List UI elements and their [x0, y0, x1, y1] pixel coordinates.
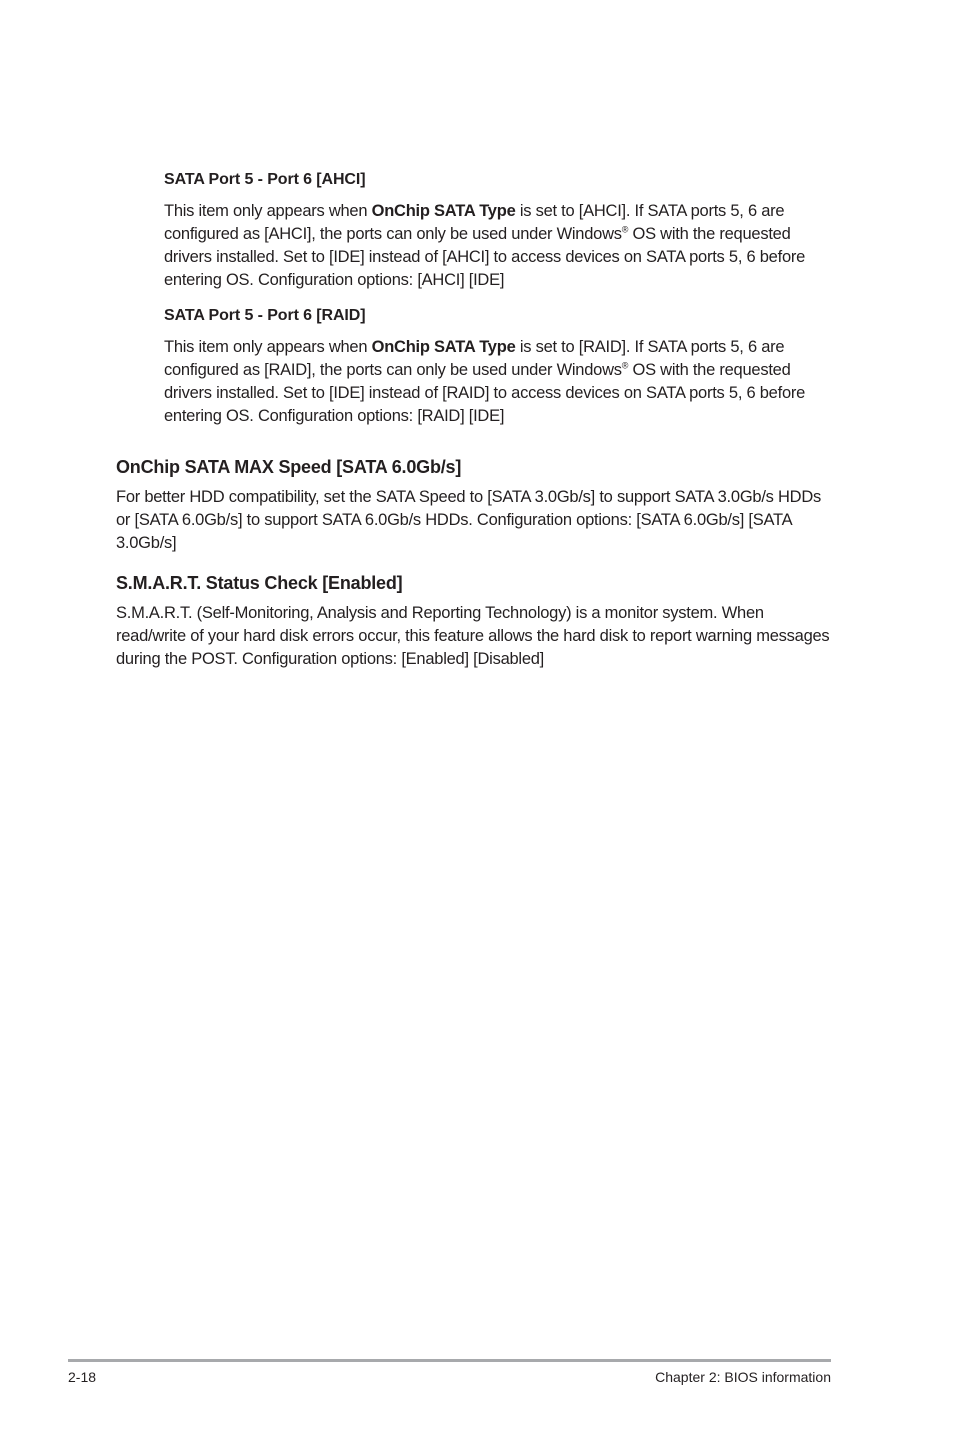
text-run: This item only appears when: [164, 202, 372, 220]
text-run: OS with the requested drivers installed. Set to [IDE] instead of [AHCI] to access devices on SATA ports 5, 6 before entering OS. Configuration options: [AHCI] [IDE]: [164, 225, 806, 289]
bold-term: OnChip SATA Type: [371, 202, 516, 220]
smart-section: [116, 572, 836, 671]
smart-description: S.M.A.R.T. (Self-Monitoring, Analysis and Reporting Technology) is a monitor system. When read/write of your hard disk errors occur, this feature allows the hard disk to report warning messages during the POST. Configuration options: [Enabled] [Disabled]: [116, 604, 830, 668]
text-run: is set to [RAID]. If SATA ports 5, 6 are configured as [RAID], the ports can only be used under Windows: [164, 338, 785, 379]
sata-port-ahci-section: [164, 170, 824, 292]
max-speed-description: For better HDD compatibility, set the SATA Speed to [SATA 3.0Gb/s] to support SATA 3.0Gb/s HDDs or [SATA 6.0Gb/s] to support SATA 6.0Gb/s HDDs. Configuration options: [SATA 6.0Gb/s] [SATA 3.0Gb/s]: [116, 488, 821, 552]
sata-port-ahci-description: [164, 200, 824, 292]
bold-term: OnChip SATA Type: [371, 338, 516, 356]
sata-port-raid-heading: SATA Port 5 - Port 6 [RAID]: [164, 307, 366, 324]
footer-divider: [68, 1359, 831, 1362]
sata-port-raid-description: [164, 336, 824, 428]
text-run: is set to [AHCI]. If SATA ports 5, 6 are configured as [AHCI], the ports can only be used under Windows: [164, 202, 785, 243]
sata-port-ahci-heading: SATA Port 5 - Port 6 [AHCI]: [164, 171, 366, 188]
text-run: OS with the requested drivers installed. Set to [IDE] instead of [RAID] to access devices on SATA ports 5, 6 before entering OS. Configuration options: [RAID] [IDE]: [164, 361, 806, 425]
text-run: This item only appears when: [164, 338, 372, 356]
max-speed-section: [116, 456, 836, 555]
registered-mark: ®: [621, 360, 629, 371]
sata-port-raid-section: [164, 306, 824, 428]
page-number: 2-18: [68, 1369, 97, 1385]
chapter-label: Chapter 2: BIOS information: [655, 1369, 831, 1385]
max-speed-heading: OnChip SATA MAX Speed [SATA 6.0Gb/s]: [116, 457, 462, 477]
registered-mark: ®: [621, 224, 629, 235]
smart-heading: S.M.A.R.T. Status Check [Enabled]: [116, 573, 403, 593]
